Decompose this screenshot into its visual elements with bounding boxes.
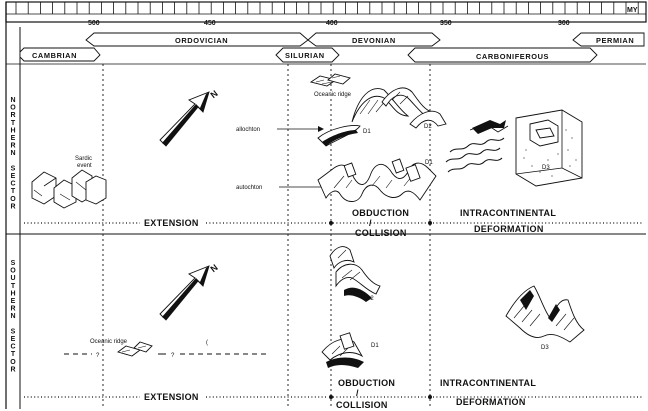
d1-allochthon-sheet-north: [318, 126, 360, 147]
phase-timeline-north: [24, 221, 642, 225]
southern-sector-label: [10, 260, 16, 373]
oceanic-ridge-label-north: Oceanic ridge: [314, 92, 352, 98]
d1-label-north-a: D1: [363, 129, 371, 135]
sardic-event-blocks: [32, 170, 106, 208]
question-mark-1: ?: [96, 353, 100, 359]
period-label-ordovician: ORDOVICIAN: [175, 36, 229, 45]
obduction-label-north: OBDUCTION: [352, 208, 410, 218]
question-mark-3: (: [206, 340, 208, 346]
sardic-event-label-line1: Sardic: [75, 156, 93, 162]
southern-sector-letter: R: [10, 305, 16, 313]
obduction-label-south: OBDUCTION: [338, 378, 396, 388]
extension-label-south: EXTENSION: [144, 392, 199, 402]
southern-sector-letter: S: [10, 260, 16, 267]
southern-sector-letter: S: [10, 328, 16, 336]
southern-sector-letter: T: [10, 351, 16, 359]
tick-label-300: 300: [558, 20, 570, 27]
southern-sector-letter: O: [10, 267, 16, 275]
oceanic-ridge-label-south: Oceanic ridge: [90, 339, 128, 345]
sardic-event-label-line2: event: [77, 163, 92, 169]
north-arrow-south-sector: [160, 262, 220, 320]
collision-label-south: COLLISION: [336, 400, 388, 410]
d2-label-north: D2: [424, 124, 432, 130]
southern-sector-letter: T: [10, 282, 16, 290]
autochthon-label: autochton: [236, 185, 263, 191]
northern-sector-letter: T: [10, 119, 16, 127]
tick-label-350: 350: [440, 20, 452, 27]
southern-sector-letter: E: [10, 336, 16, 343]
southern-sector-letter: N: [10, 313, 16, 321]
collision-slash-south: /: [356, 388, 359, 398]
d2-sketch-south: [330, 247, 380, 302]
collision-label-north: COLLISION: [355, 228, 407, 238]
d1-autochthon-fold-north: [318, 159, 436, 202]
northern-sector-letter: R: [10, 142, 16, 150]
d3-block-north: [516, 110, 582, 186]
north-arrow-north-sector: [160, 88, 220, 146]
time-scale-ruler: [6, 2, 646, 27]
d1-sketch-south: [322, 333, 364, 368]
northern-sector-label: [10, 97, 16, 210]
intracontinental-label-south: INTRACONTINENTAL: [440, 378, 537, 388]
northern-sector-letter: C: [10, 180, 16, 188]
period-label-devonian: DEVONIAN: [352, 36, 396, 45]
southern-sector-letter: C: [10, 343, 16, 351]
collision-slash-north: /: [369, 218, 372, 228]
d3-label-north: D3: [542, 165, 550, 171]
southern-sector-letter: E: [10, 298, 16, 305]
deformation-label-south: DEFORMATION: [456, 397, 526, 407]
allochthon-label: allochton: [236, 127, 261, 133]
tick-label-500: 500: [88, 20, 100, 27]
period-label-silurian: SILURIAN: [285, 51, 325, 60]
period-label-permian: PERMIAN: [596, 36, 635, 45]
southern-sector-letter: H: [10, 290, 16, 298]
oceanic-ridge-north: [311, 74, 350, 86]
period-label-carboniferous: CARBONIFEROUS: [476, 52, 550, 61]
axis-unit-label: MY: [627, 7, 638, 14]
northern-sector-letter: R: [10, 203, 16, 211]
d1-label-north-b: D1: [425, 160, 433, 166]
northern-sector-letter: T: [10, 188, 16, 196]
north-arrow-letter-north: N: [208, 88, 221, 101]
d2-folded-sheets-north: [352, 88, 446, 128]
tick-label-400: 400: [326, 20, 338, 27]
d1-label-south: D1: [371, 343, 379, 349]
extension-label-north: EXTENSION: [144, 218, 199, 228]
tick-label-450: 450: [204, 20, 216, 27]
question-mark-2: ?: [171, 353, 175, 359]
d2-label-south: D2: [366, 296, 374, 302]
period-label-cambrian: CAMBRIAN: [32, 51, 78, 60]
period-bars: [20, 33, 644, 62]
deformation-label-north: DEFORMATION: [474, 224, 544, 234]
northern-sector-letter: H: [10, 127, 16, 135]
northern-sector-letter: E: [10, 135, 16, 142]
northern-sector-letter: N: [10, 97, 16, 104]
north-arrow-letter-south: N: [208, 262, 221, 275]
intracontinental-label-north: INTRACONTINENTAL: [460, 208, 557, 218]
northern-sector-letter: N: [10, 150, 16, 158]
d2-crenulation-north: [446, 120, 508, 172]
phase-timeline-south: [24, 395, 642, 399]
northern-sector-letter: R: [10, 112, 16, 120]
northern-sector-letter: O: [10, 195, 16, 203]
d3-folded-sketch-south: [506, 286, 584, 342]
northern-sector-letter: S: [10, 165, 16, 173]
southern-sector-letter: R: [10, 366, 16, 374]
southern-sector-letter: O: [10, 358, 16, 366]
northern-sector-letter: E: [10, 173, 16, 180]
northern-sector-letter: O: [10, 104, 16, 112]
d3-label-south: D3: [541, 345, 549, 351]
southern-sector-letter: U: [10, 275, 16, 283]
